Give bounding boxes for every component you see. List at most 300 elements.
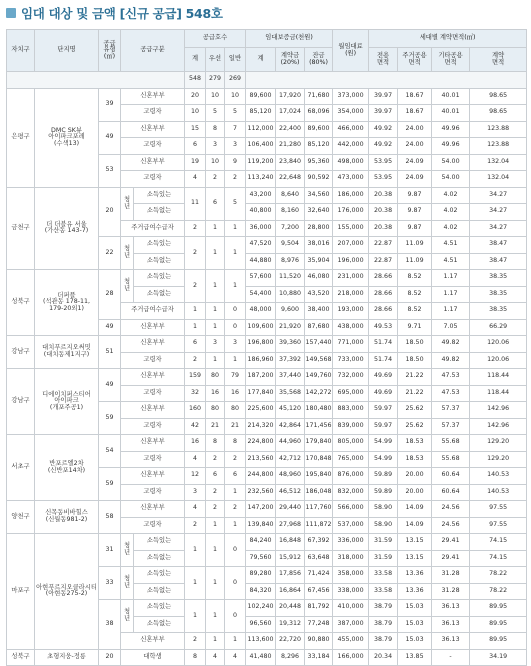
monthly-rent: 498,000 <box>333 154 369 171</box>
households-total: 1 <box>185 534 206 567</box>
area-other-common: 49.82 <box>432 352 470 369</box>
households-general: 1 <box>225 237 246 270</box>
monthly-rent: 155,000 <box>333 220 369 237</box>
area-residential-common: 20.00 <box>398 484 432 501</box>
area-exclusive: 31.59 <box>369 534 398 551</box>
deposit-total: 196,800 <box>246 336 276 353</box>
area-type-cell: 31 <box>99 534 121 567</box>
area-residential-common: 14.09 <box>398 517 432 534</box>
deposit-contract: 16,864 <box>276 583 305 600</box>
area-contract: 97.55 <box>470 501 527 518</box>
supply-category-cell: 고령자 <box>121 105 185 122</box>
deposit-balance: 43,520 <box>305 286 333 303</box>
income-category-cell: 소득없는 <box>134 253 185 270</box>
monthly-rent: 231,000 <box>333 270 369 287</box>
area-exclusive: 28.66 <box>369 286 398 303</box>
area-contract: 132.04 <box>470 154 527 171</box>
households-general: 79 <box>225 369 246 386</box>
supply-category-cell: 신혼부부 <box>121 336 185 353</box>
table-body <box>7 72 527 666</box>
deposit-balance: 81,792 <box>305 600 333 617</box>
households-general: 3 <box>225 138 246 155</box>
supply-category-cell: 고령자 <box>121 352 185 369</box>
households-general: 1 <box>225 270 246 303</box>
area-residential-common: 9.87 <box>398 204 432 221</box>
deposit-balance: 34,560 <box>305 187 333 204</box>
supply-category-cell: 신혼부부 <box>121 88 185 105</box>
rental-table <box>6 29 525 666</box>
households-priority: 8 <box>206 121 225 138</box>
area-residential-common: 8.52 <box>398 303 432 320</box>
deposit-balance: 68,096 <box>305 105 333 122</box>
area-exclusive: 33.58 <box>369 583 398 600</box>
households-total: 4 <box>185 501 206 518</box>
deposit-contract: 29,440 <box>276 501 305 518</box>
households-priority: 80 <box>206 369 225 386</box>
deposit-balance: 71,680 <box>305 88 333 105</box>
area-contract: 132.04 <box>470 171 527 188</box>
households-priority: 1 <box>206 567 225 600</box>
deposit-contract: 20,448 <box>276 600 305 617</box>
area-exclusive: 22.87 <box>369 237 398 254</box>
area-residential-common: 9.87 <box>398 220 432 237</box>
area-other-common: 47.53 <box>432 369 470 386</box>
deposit-total: 109,600 <box>246 319 276 336</box>
households-total: 2 <box>185 237 206 270</box>
header-households: 공급호수 <box>185 30 246 48</box>
deposit-total: 139,840 <box>246 517 276 534</box>
deposit-total: 96,560 <box>246 616 276 633</box>
supply-category-cell: 고령자 <box>121 385 185 402</box>
monthly-rent: 876,000 <box>333 468 369 485</box>
area-residential-common: 11.09 <box>398 237 432 254</box>
area-type-cell: 58 <box>99 501 121 534</box>
area-exclusive: 38.79 <box>369 600 398 617</box>
deposit-balance: 32,640 <box>305 204 333 221</box>
deposit-total: 57,600 <box>246 270 276 287</box>
monthly-rent: 196,000 <box>333 253 369 270</box>
area-residential-common: 13.36 <box>398 583 432 600</box>
supply-category-cell: 신혼부부 <box>121 319 185 336</box>
monthly-rent: 193,000 <box>333 303 369 320</box>
households-priority: 5 <box>206 105 225 122</box>
district-cell: 은평구 <box>7 88 35 187</box>
monthly-rent: 832,000 <box>333 484 369 501</box>
households-priority: 21 <box>206 418 225 435</box>
deposit-balance: 35,904 <box>305 253 333 270</box>
deposit-total: 79,560 <box>246 550 276 567</box>
area-residential-common: 15.03 <box>398 633 432 650</box>
area-exclusive: 58.90 <box>369 517 398 534</box>
households-general: 6 <box>225 468 246 485</box>
deposit-balance: 111,872 <box>305 517 333 534</box>
area-exclusive: 20.38 <box>369 187 398 204</box>
header-area: 세대별 계약면적(㎡) <box>369 30 527 48</box>
income-category-cell: 소득있는 <box>134 600 185 617</box>
supply-category-cell: 주거급여수급자 <box>121 220 185 237</box>
deposit-contract: 39,360 <box>276 336 305 353</box>
area-exclusive: 31.59 <box>369 550 398 567</box>
deposit-balance: 171,456 <box>305 418 333 435</box>
district-cell: 강남구 <box>7 336 35 369</box>
area-contract: 38.35 <box>470 303 527 320</box>
area-other-common: 49.82 <box>432 336 470 353</box>
area-other-common: 31.28 <box>432 583 470 600</box>
deposit-balance: 186,048 <box>305 484 333 501</box>
deposit-total: 187,200 <box>246 369 276 386</box>
deposit-total: 54,400 <box>246 286 276 303</box>
area-exclusive: 28.66 <box>369 303 398 320</box>
deposit-total: 43,200 <box>246 187 276 204</box>
area-contract: 78.22 <box>470 583 527 600</box>
district-cell: 성북구 <box>7 270 35 336</box>
deposit-contract: 7,200 <box>276 220 305 237</box>
households-total: 159 <box>185 369 206 386</box>
area-exclusive: 38.79 <box>369 633 398 650</box>
deposit-contract: 16,848 <box>276 534 305 551</box>
area-other-common: 7.05 <box>432 319 470 336</box>
area-residential-common: 8.52 <box>398 270 432 287</box>
area-exclusive: 53.95 <box>369 154 398 171</box>
area-type-cell: 51 <box>99 336 121 369</box>
area-contract: 140.53 <box>470 484 527 501</box>
area-contract: 38.35 <box>470 286 527 303</box>
deposit-total: 119,200 <box>246 154 276 171</box>
deposit-total: 214,320 <box>246 418 276 435</box>
households-general: 2 <box>225 171 246 188</box>
income-category-cell: 소득있는 <box>134 534 185 551</box>
area-exclusive: 33.58 <box>369 567 398 584</box>
area-exclusive: 49.69 <box>369 369 398 386</box>
households-total: 10 <box>185 105 206 122</box>
area-residential-common: 9.87 <box>398 187 432 204</box>
table-row <box>7 187 527 204</box>
deposit-balance: 157,440 <box>305 336 333 353</box>
monthly-rent: 338,000 <box>333 583 369 600</box>
households-priority: 2 <box>206 451 225 468</box>
table-row <box>7 435 527 452</box>
area-other-common: 24.56 <box>432 501 470 518</box>
deposit-contract: 15,912 <box>276 550 305 567</box>
deposit-total: 89,600 <box>246 88 276 105</box>
households-total: 1 <box>185 600 206 633</box>
area-other-common: 57.37 <box>432 402 470 419</box>
header-dep-balance: 잔금 (80%) <box>305 48 333 72</box>
households-total: 2 <box>185 270 206 303</box>
area-other-common: 1.17 <box>432 270 470 287</box>
area-type-cell: 49 <box>99 121 121 154</box>
households-priority: 1 <box>206 319 225 336</box>
households-general: 3 <box>225 336 246 353</box>
area-other-common: 29.41 <box>432 550 470 567</box>
households-general: 1 <box>225 220 246 237</box>
area-other-common: 4.02 <box>432 220 470 237</box>
monthly-rent: 466,000 <box>333 121 369 138</box>
income-category-cell: 소득있는 <box>134 567 185 584</box>
complex-cell: 아현푸르지오클라시티 (아현동275-2) <box>35 534 99 650</box>
deposit-contract: 48,960 <box>276 468 305 485</box>
income-category-cell: 소득있는 <box>134 270 185 287</box>
deposit-total: 84,240 <box>246 534 276 551</box>
area-contract: 142.96 <box>470 418 527 435</box>
supply-category-cell: 대학생 <box>121 649 185 666</box>
deposit-balance: 63,648 <box>305 550 333 567</box>
complex-cell: 디에이치퍼스티어 아이파크 (개포주공1) <box>35 369 99 435</box>
area-residential-common: 20.00 <box>398 468 432 485</box>
area-exclusive: 54.99 <box>369 435 398 452</box>
deposit-contract: 35,568 <box>276 385 305 402</box>
area-other-common: 60.64 <box>432 484 470 501</box>
deposit-balance: 87,680 <box>305 319 333 336</box>
households-general: 0 <box>225 600 246 633</box>
deposit-balance: 38,400 <box>305 303 333 320</box>
deposit-contract: 8,296 <box>276 649 305 666</box>
households-total: 8 <box>185 649 206 666</box>
area-residential-common: 15.03 <box>398 616 432 633</box>
deposit-balance: 71,424 <box>305 567 333 584</box>
area-residential-common: 9.71 <box>398 319 432 336</box>
deposit-contract: 21,280 <box>276 138 305 155</box>
households-total: 19 <box>185 154 206 171</box>
households-priority: 6 <box>206 468 225 485</box>
deposit-contract: 8,640 <box>276 187 305 204</box>
complex-cell: 초형지웅-정릉 <box>35 649 99 666</box>
area-exclusive: 58.90 <box>369 501 398 518</box>
area-type-cell: 49 <box>99 369 121 402</box>
area-contract: 34.27 <box>470 204 527 221</box>
monthly-rent: 732,000 <box>333 369 369 386</box>
deposit-contract: 8,160 <box>276 204 305 221</box>
deposit-balance: 85,120 <box>305 138 333 155</box>
area-exclusive: 59.97 <box>369 402 398 419</box>
households-general: 9 <box>225 154 246 171</box>
area-type-cell: 28 <box>99 270 121 320</box>
area-residential-common: 18.67 <box>398 88 432 105</box>
deposit-contract: 46,512 <box>276 484 305 501</box>
area-other-common: 36.13 <box>432 633 470 650</box>
youth-label-cell: 청 년 <box>121 534 134 567</box>
youth-label-cell: 청 년 <box>121 187 134 220</box>
deposit-total: 36,000 <box>246 220 276 237</box>
monthly-rent: 373,000 <box>333 88 369 105</box>
deposit-total: 106,400 <box>246 138 276 155</box>
area-contract: 74.15 <box>470 550 527 567</box>
households-priority: 1 <box>206 517 225 534</box>
households-priority: 1 <box>206 600 225 633</box>
district-cell: 마포구 <box>7 534 35 650</box>
deposit-total: 102,240 <box>246 600 276 617</box>
deposit-balance: 117,760 <box>305 501 333 518</box>
deposit-total: 177,840 <box>246 385 276 402</box>
households-priority: 80 <box>206 402 225 419</box>
monthly-rent: 318,000 <box>333 550 369 567</box>
area-exclusive: 49.92 <box>369 121 398 138</box>
deposit-contract: 9,504 <box>276 237 305 254</box>
area-other-common: 47.53 <box>432 385 470 402</box>
area-contract: 118.44 <box>470 369 527 386</box>
households-total: 1 <box>185 319 206 336</box>
deposit-balance: 38,016 <box>305 237 333 254</box>
monthly-rent: 537,000 <box>333 517 369 534</box>
deposit-balance: 195,840 <box>305 468 333 485</box>
households-general: 5 <box>225 187 246 220</box>
households-general: 5 <box>225 105 246 122</box>
households-general: 1 <box>225 517 246 534</box>
deposit-balance: 90,880 <box>305 633 333 650</box>
area-type-cell: 20 <box>99 187 121 237</box>
area-residential-common: 15.03 <box>398 600 432 617</box>
area-residential-common: 13.15 <box>398 550 432 567</box>
deposit-contract: 17,024 <box>276 105 305 122</box>
households-priority: 1 <box>206 220 225 237</box>
households-priority: 16 <box>206 385 225 402</box>
deposit-contract: 21,920 <box>276 319 305 336</box>
area-other-common: 60.64 <box>432 468 470 485</box>
table-row <box>7 369 527 386</box>
supply-category-cell: 신혼부부 <box>121 435 185 452</box>
deposit-total: 84,320 <box>246 583 276 600</box>
supply-category-cell: 고령자 <box>121 484 185 501</box>
area-residential-common: 18.53 <box>398 435 432 452</box>
deposit-total: 112,000 <box>246 121 276 138</box>
households-total: 2 <box>185 220 206 237</box>
deposit-balance: 149,760 <box>305 369 333 386</box>
deposit-total: 186,960 <box>246 352 276 369</box>
households-total: 1 <box>185 567 206 600</box>
households-general: 0 <box>225 303 246 320</box>
table-row <box>7 534 527 551</box>
monthly-rent: 695,000 <box>333 385 369 402</box>
income-category-cell: 소득없는 <box>134 204 185 221</box>
households-total: 4 <box>185 451 206 468</box>
area-exclusive: 39.97 <box>369 105 398 122</box>
monthly-rent: 771,000 <box>333 336 369 353</box>
deposit-contract: 23,840 <box>276 154 305 171</box>
header-supply-category: 공급구분 <box>121 30 185 72</box>
deposit-contract: 37,392 <box>276 352 305 369</box>
deposit-balance: 46,080 <box>305 270 333 287</box>
area-other-common: 36.13 <box>432 616 470 633</box>
area-other-common: 31.28 <box>432 567 470 584</box>
supply-category-cell: 신혼부부 <box>121 402 185 419</box>
area-exclusive: 39.97 <box>369 88 398 105</box>
youth-label-cell: 청 년 <box>121 237 134 270</box>
monthly-rent: 218,000 <box>333 286 369 303</box>
table-row <box>7 649 527 666</box>
households-total: 20 <box>185 88 206 105</box>
income-category-cell: 소득없는 <box>134 550 185 567</box>
area-exclusive: 28.66 <box>369 270 398 287</box>
area-exclusive: 20.38 <box>369 220 398 237</box>
area-other-common: 4.51 <box>432 253 470 270</box>
households-priority: 1 <box>206 534 225 567</box>
deposit-total: 113,240 <box>246 171 276 188</box>
deposit-balance: 89,600 <box>305 121 333 138</box>
monthly-rent: 473,000 <box>333 171 369 188</box>
deposit-contract: 22,648 <box>276 171 305 188</box>
income-category-cell: 소득없는 <box>134 583 185 600</box>
youth-label-cell: 청 년 <box>121 600 134 633</box>
households-general: 16 <box>225 385 246 402</box>
households-priority: 1 <box>206 237 225 270</box>
area-residential-common: 24.00 <box>398 121 432 138</box>
supply-category-cell: 신혼부부 <box>121 468 185 485</box>
households-general: 0 <box>225 567 246 600</box>
deposit-balance: 90,592 <box>305 171 333 188</box>
households-priority: 10 <box>206 154 225 171</box>
area-exclusive: 49.53 <box>369 319 398 336</box>
monthly-rent: 207,000 <box>333 237 369 254</box>
youth-label-cell: 청 년 <box>121 567 134 600</box>
supply-category-cell: 고령자 <box>121 171 185 188</box>
deposit-contract: 45,120 <box>276 402 305 419</box>
totals-row <box>7 72 527 89</box>
area-residential-common: 25.62 <box>398 418 432 435</box>
households-total: 6 <box>185 138 206 155</box>
deposit-contract: 11,520 <box>276 270 305 287</box>
header-complex: 단지명 <box>35 30 99 72</box>
area-residential-common: 18.50 <box>398 352 432 369</box>
area-type-cell: 53 <box>99 154 121 187</box>
area-residential-common: 25.62 <box>398 402 432 419</box>
supply-category-cell: 신혼부부 <box>121 121 185 138</box>
area-contract: 118.44 <box>470 385 527 402</box>
deposit-total: 40,800 <box>246 204 276 221</box>
area-exclusive: 49.92 <box>369 138 398 155</box>
header-hh-total: 계 <box>185 48 206 72</box>
youth-label-cell: 청 년 <box>121 270 134 303</box>
deposit-contract: 37,440 <box>276 369 305 386</box>
deposit-balance: 77,248 <box>305 616 333 633</box>
area-exclusive: 38.79 <box>369 616 398 633</box>
deposit-total: 147,200 <box>246 501 276 518</box>
area-type-cell: 20 <box>99 649 121 666</box>
deposit-balance: 67,456 <box>305 583 333 600</box>
deposit-balance: 95,360 <box>305 154 333 171</box>
deposit-balance: 170,848 <box>305 451 333 468</box>
area-contract: 89.95 <box>470 616 527 633</box>
area-type-cell: 59 <box>99 468 121 501</box>
area-contract: 89.95 <box>470 600 527 617</box>
area-other-common: 40.01 <box>432 88 470 105</box>
area-residential-common: 13.85 <box>398 649 432 666</box>
deposit-total: 89,280 <box>246 567 276 584</box>
households-priority: 3 <box>206 138 225 155</box>
households-total: 2 <box>185 633 206 650</box>
deposit-contract: 22,400 <box>276 121 305 138</box>
area-residential-common: 24.09 <box>398 171 432 188</box>
households-general: 0 <box>225 534 246 567</box>
households-general: 7 <box>225 121 246 138</box>
supply-category-cell: 고령자 <box>121 451 185 468</box>
monthly-rent: 186,000 <box>333 187 369 204</box>
deposit-contract: 17,856 <box>276 567 305 584</box>
header-contract-area: 계약 면적 <box>470 48 527 72</box>
households-total: 42 <box>185 418 206 435</box>
area-other-common: 36.13 <box>432 600 470 617</box>
deposit-total: 113,600 <box>246 633 276 650</box>
deposit-total: 213,560 <box>246 451 276 468</box>
complex-cell: 더 더블유 서울 (가산동 143-7) <box>35 187 99 270</box>
households-priority: 3 <box>206 336 225 353</box>
area-other-common: 4.51 <box>432 237 470 254</box>
area-exclusive: 20.34 <box>369 649 398 666</box>
income-category-cell: 소득있는 <box>134 187 185 204</box>
households-priority: 1 <box>206 352 225 369</box>
supply-category-cell: 고령자 <box>121 517 185 534</box>
area-other-common: 4.02 <box>432 187 470 204</box>
households-general: 80 <box>225 402 246 419</box>
